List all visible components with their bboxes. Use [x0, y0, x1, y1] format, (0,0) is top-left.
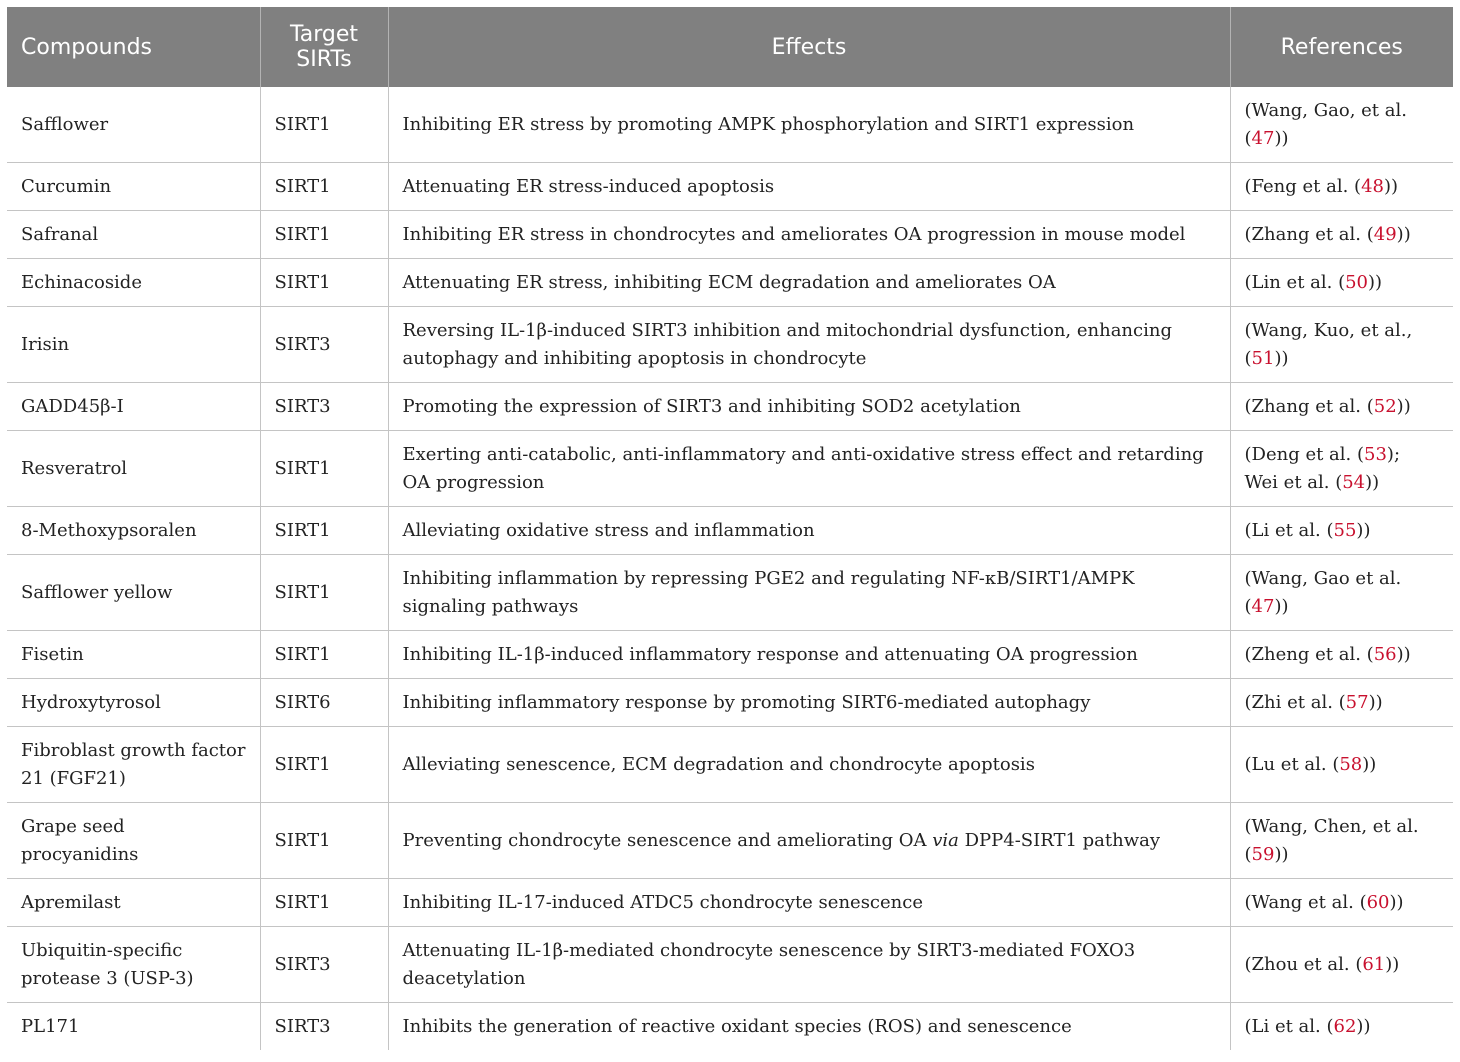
header-effects: Effects [388, 7, 1230, 87]
cell-effect: Inhibiting inflammatory response by promoting SIRT6-mediated autophagy [388, 679, 1230, 727]
cell-target: SIRT1 [260, 163, 388, 211]
effect-text: Preventing chondrocyte senescence and ameliorating OA [402, 829, 933, 851]
header-compounds: Compounds [7, 7, 260, 87]
reference-link[interactable]: 58 [1339, 753, 1363, 775]
reference-text: (Wang et al. ( [1244, 891, 1367, 913]
cell-target: SIRT1 [260, 259, 388, 307]
cell-compound: Safranal [7, 211, 260, 259]
cell-compound: Safflower yellow [7, 555, 260, 631]
reference-text: (Zhang et al. ( [1244, 223, 1374, 245]
cell-compound: Ubiquitin-specific protease 3 (USP-3) [7, 927, 260, 1003]
reference-link[interactable]: 51 [1251, 347, 1275, 369]
cell-reference [1230, 259, 1453, 307]
reference-close: )) [1356, 519, 1371, 541]
reference-close: )) [1274, 347, 1289, 369]
table-row [7, 555, 1453, 631]
reference-close: )) [1396, 223, 1411, 245]
cell-reference [1230, 803, 1453, 879]
reference-link[interactable]: 60 [1366, 891, 1390, 913]
cell-effect: Promoting the expression of SIRT3 and inhibiting SOD2 acetylation [388, 383, 1230, 431]
effect-italic: via [932, 829, 959, 851]
reference-link[interactable]: 61 [1362, 953, 1386, 975]
cell-reference [1230, 87, 1453, 163]
table-row [7, 383, 1453, 431]
reference-link[interactable]: 57 [1345, 691, 1369, 713]
reference-text: (Wang, Gao et al. ( [1244, 567, 1402, 617]
cell-reference [1230, 679, 1453, 727]
cell-compound: Resveratrol [7, 431, 260, 507]
cell-effect: Attenuating ER stress-induced apoptosis [388, 163, 1230, 211]
reference-link[interactable]: 55 [1333, 519, 1357, 541]
cell-target: SIRT3 [260, 1003, 388, 1051]
header-target-line2: SIRTs [296, 47, 352, 72]
reference-link[interactable]: 48 [1361, 175, 1384, 197]
cell-reference [1230, 1003, 1453, 1051]
reference-text: (Deng et al. ( [1244, 443, 1365, 465]
reference-close: )) [1274, 127, 1289, 149]
cell-reference [1230, 927, 1453, 1003]
cell-reference [1230, 631, 1453, 679]
reference-close: )) [1383, 175, 1399, 197]
table-row [7, 927, 1453, 1003]
reference-close: )) [1396, 643, 1411, 665]
cell-reference [1230, 163, 1453, 211]
cell-target: SIRT6 [260, 679, 388, 727]
cell-compound: Hydroxytyrosol [7, 679, 260, 727]
reference-link[interactable]: 52 [1373, 395, 1397, 417]
reference-text: (Feng et al. ( [1244, 175, 1362, 197]
cell-effect: Attenuating ER stress, inhibiting ECM degradation and ameliorates OA [388, 259, 1230, 307]
cell-reference [1230, 211, 1453, 259]
cell-effect: Inhibiting ER stress by promoting AMPK phosphorylation and SIRT1 expression [388, 87, 1230, 163]
table-row [7, 727, 1453, 803]
cell-target: SIRT3 [260, 927, 388, 1003]
effect-text-end: DPP4-SIRT1 pathway [958, 829, 1161, 851]
cell-reference [1230, 431, 1453, 507]
cell-compound: PL171 [7, 1003, 260, 1051]
cell-effect [388, 803, 1230, 879]
cell-target: SIRT1 [260, 631, 388, 679]
cell-reference [1230, 383, 1453, 431]
reference-link[interactable]: 59 [1251, 843, 1275, 865]
cell-effect: Reversing IL-1β-induced SIRT3 inhibition and mitochondrial dysfunction, enhancing autophagy and inhibiting apoptosis in chondrocyte [388, 307, 1230, 383]
cell-effect: Alleviating oxidative stress and inflammation [388, 507, 1230, 555]
table-row [7, 631, 1453, 679]
cell-reference [1230, 307, 1453, 383]
cell-reference [1230, 727, 1453, 803]
cell-effect: Inhibiting IL-1β-induced inflammatory response and attenuating OA progression [388, 631, 1230, 679]
cell-target: SIRT3 [260, 307, 388, 383]
cell-target: SIRT1 [260, 727, 388, 803]
cell-effect: Alleviating senescence, ECM degradation and chondrocyte apoptosis [388, 727, 1230, 803]
reference-close: )) [1389, 891, 1404, 913]
table-row [7, 87, 1453, 163]
cell-compound: Safflower [21, 113, 109, 135]
reference-link[interactable]: 49 [1373, 223, 1397, 245]
cell-target: SIRT1 [260, 87, 388, 163]
reference-close: )) [1396, 395, 1411, 417]
cell-target: SIRT1 [260, 803, 388, 879]
reference-close: )) [1365, 471, 1380, 493]
table-row [7, 803, 1453, 879]
cell-target: SIRT1 [260, 211, 388, 259]
table-row [7, 431, 1453, 507]
reference-text: (Wang, Kuo, et al., ( [1244, 319, 1413, 369]
reference-link-2[interactable]: 54 [1342, 471, 1366, 493]
reference-text: (Zheng et al. ( [1244, 643, 1374, 665]
reference-text: (Li et al. ( [1244, 519, 1334, 541]
reference-link[interactable]: 47 [1251, 595, 1275, 617]
reference-close: )) [1385, 953, 1400, 975]
cell-target: SIRT1 [260, 555, 388, 631]
table-row [7, 679, 1453, 727]
reference-close: )) [1274, 595, 1289, 617]
reference-close: )) [1362, 753, 1377, 775]
reference-link[interactable]: 53 [1364, 443, 1387, 465]
reference-text: (Li et al. ( [1244, 1015, 1334, 1037]
cell-reference [1230, 507, 1453, 555]
reference-link[interactable]: 56 [1373, 643, 1397, 665]
cell-target: SIRT1 [260, 507, 388, 555]
cell-effect: Attenuating IL-1β-mediated chondrocyte senescence by SIRT3-mediated FOXO3 deacetylation [388, 927, 1230, 1003]
cell-target: SIRT3 [260, 383, 388, 431]
reference-close: )) [1368, 271, 1383, 293]
cell-compound: Apremilast [7, 879, 260, 927]
table-row [7, 507, 1453, 555]
cell-compound: Grape seed procyanidins [7, 803, 260, 879]
cell-target: SIRT1 [260, 431, 388, 507]
reference-close: )) [1356, 1015, 1371, 1037]
table-row [7, 307, 1453, 383]
cell-effect: Inhibiting ER stress in chondrocytes and ameliorates OA progression in mouse model [388, 211, 1230, 259]
cell-compound: GADD45β-I [7, 383, 260, 431]
table-row [7, 211, 1453, 259]
reference-separator: ); Wei et al. ( [1244, 443, 1401, 493]
cell-effect: Inhibits the generation of reactive oxidant species (ROS) and senescence [388, 1003, 1230, 1051]
reference-link[interactable]: 62 [1333, 1015, 1357, 1037]
reference-close: )) [1368, 691, 1383, 713]
reference-link[interactable]: 47 [1251, 127, 1275, 149]
compounds-table [7, 7, 1453, 1050]
cell-target: SIRT1 [260, 879, 388, 927]
header-target-line1: Target [289, 22, 359, 47]
cell-compound: Fisetin [7, 631, 260, 679]
reference-text: (Wang, Gao, et al. ( [1244, 99, 1407, 149]
table-row [7, 879, 1453, 927]
reference-text: (Zhou et al. ( [1244, 953, 1363, 975]
reference-text: (Lu et al. ( [1244, 753, 1340, 775]
cell-compound: 8-Methoxypsoralen [7, 507, 260, 555]
cell-effect: Inhibiting inflammation by repressing PGE2 and regulating NF-κB/SIRT1/AMPK signaling pathways [388, 555, 1230, 631]
cell-reference [1230, 555, 1453, 631]
reference-link[interactable]: 50 [1345, 271, 1369, 293]
cell-compound: Curcumin [7, 163, 260, 211]
header-row [7, 7, 1453, 87]
reference-close: )) [1274, 843, 1289, 865]
table-row [7, 1003, 1453, 1051]
header-target-sirts [260, 7, 388, 87]
reference-text: (Zhang et al. ( [1244, 395, 1374, 417]
cell-compound: Echinacoside [7, 259, 260, 307]
cell-effect: Exerting anti-catabolic, anti-inflammatory and anti-oxidative stress effect and retarding OA progression [388, 431, 1230, 507]
cell-compound: Irisin [7, 307, 260, 383]
header-references: References [1230, 7, 1453, 87]
reference-text: (Wang, Chen, et al. ( [1244, 815, 1419, 865]
cell-effect: Inhibiting IL-17-induced ATDC5 chondrocyte senescence [388, 879, 1230, 927]
cell-compound: Fibroblast growth factor 21 (FGF21) [7, 727, 260, 803]
reference-text: (Lin et al. ( [1244, 271, 1346, 293]
table-row [7, 163, 1453, 211]
cell-reference [1230, 879, 1453, 927]
reference-text: (Zhi et al. ( [1244, 691, 1346, 713]
table-row [7, 259, 1453, 307]
